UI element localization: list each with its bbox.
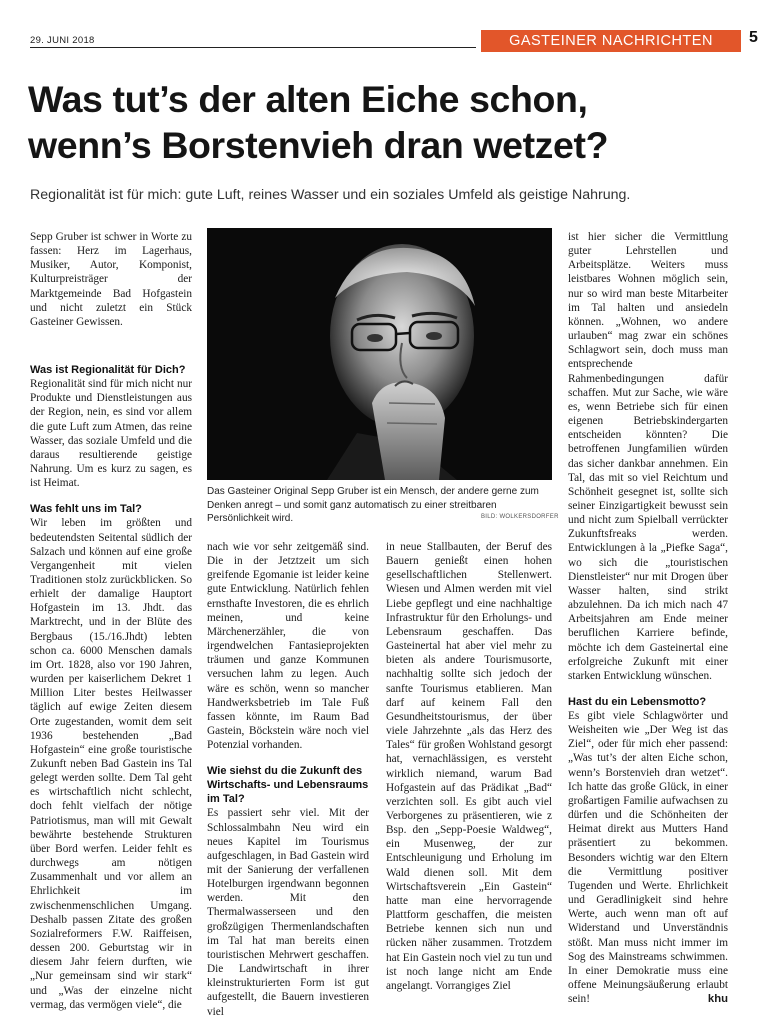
article-column-2 bbox=[207, 540, 369, 1018]
headline-line-2: wenn’s Borstenvieh dran wetzet? bbox=[28, 124, 609, 166]
answer-future-part-1: Es passiert sehr viel. Mit der Schlossalmbahn Neu wird ein neues Kapitel im Tourismus aufgeschlagen, in Bad Gastein wird mit der Sanierung der verfallenen Hotelburgen irgendwann begonnen werden. Mit den Thermalwasserseen und den großzügigen Thermenlandschaften im Tal hat man bereits einen touristischen Mehrwert geschaffen. Die Landwirtschaft in ihrer kleinstrukturierten Form ist gut aufgestellt, die Bauern investieren viel bbox=[207, 807, 369, 1018]
photo-caption: Das Gasteiner Original Sepp Gruber ist ein Mensch, der andere gerne zum Denken anregt – und somit ganz automatisch zu einer streitbaren Persönlichkeit wird. bbox=[207, 486, 539, 524]
article-column-4 bbox=[568, 230, 728, 1005]
section-banner: GASTEINER NACHRICHTEN bbox=[481, 30, 741, 52]
answer-regionality: Regionalität sind für mich nicht nur Produkte und Dienstleistungen aus der Region, nein, es sind vor allem die gute Luft zum Atmen, das reine Wasser, das soziale Umfeld und die daraus resultierende geistige Nahrung. Um es kurz zu sagen, es ist Heimat. bbox=[30, 378, 192, 490]
page-header bbox=[30, 29, 758, 52]
spacer bbox=[30, 490, 192, 502]
article-column-3 bbox=[386, 540, 552, 1005]
photo-credit: BILD: WOLKERSDORFER bbox=[481, 514, 559, 520]
answer-motto bbox=[568, 709, 728, 1006]
question-future: Wie siehst du die Zukunft des Wirtschafts- und Lebensraums im Tal? bbox=[207, 765, 369, 806]
issue-date: 29. JUNI 2018 bbox=[30, 35, 95, 46]
article-column-1 bbox=[30, 230, 192, 1011]
question-motto: Hast du ein Lebensmotto? bbox=[568, 696, 707, 708]
answer-motto-text: Es gibt viele Schlagwörter und Weisheiten wie „Der Weg ist das Ziel“, oder für mich eher passend: „Was tut’s der alten Eiche schon, wenn’s Borstenvieh dran wetzet“. Ich hatte das große Glück, in einer großartigen Familie aufwachsen zu dürfen und die Schönheiten der Heimat direkt aus Mutters Hand präsentiert zu bekommen. Besonders wichtig war den Eltern die Vermittlung positiver Tugenden und Werte. Ehrlichkeit und Geradlinigkeit sind hehre Werte, auch wenn man oft auf Widerstand und Unverständnis stößt. Man muss nicht immer im Sog des Mainstreams schwimmen. In einer Demokratie muss eine offene Meinungsäußerung erlaubt sein! bbox=[568, 710, 728, 1006]
answer-missing-part-1: Wir leben im größten und bedeutendsten Seitental südlich der Salzach und können auf eine große Vergangenheit mit vielen Traditionen stolz zurückblicken. So erhielt der damalige Hauptort Hofgastein im 13. Jhdt. das Marktrecht, und in der Blüte des Bergbaus (15./16.Jhdt) lebten schon ca. 6000 Menschen damals im Ort. 1828, also vor 190 Jahren, wurden per kaiserlichem Dekret 1 Million Liter bestes Heilwasser täglich auf ewige Zeiten diesem Orte zugestanden, womit dem seit 1936 bestehenden „Bad Hofgastein“ eine große touristische Zukunft neben Bad Gastein ins Tal gelegt werden sollte. Dem Tal geht es wirtschaftlich nicht schlecht, doch fehlt vielfach der nötige Patriotismus, man will mit Gewalt bewährte bestehende Strukturen über Bord werfen. Leider fehlt es durchwegs am nötigen Zusammenhalt und vor allem an Ehrlichkeit im zwischenmenschlichen Umgang. Deshalb passen Zitate des großen Sozialreformers F.W. Raiffeisen, dessen 200. Geburtstag wir in diesem Jahr feiern durften, wie „Nur gemeinsam sind wir stark“ und „Was der einzelne nicht vermag, das vermögen viele“, die bbox=[30, 517, 192, 1011]
spacer bbox=[207, 752, 369, 764]
intro-paragraph: Sepp Gruber ist schwer in Worte zu fassen: Herz im Lagerhaus, Musiker, Autor, Komponist, Kulturpreisträger der Marktgemeinde Bad Hofgastein und nicht zuletzt ein Stück Gasteiner Gewissen. bbox=[30, 231, 192, 328]
header-rule bbox=[30, 47, 476, 48]
subheadline: Regionalität ist für mich: gute Luft, reines Wasser und ein soziales Umfeld als geistige Nahrung. bbox=[30, 187, 631, 203]
answer-missing-part-2: nach wie vor sehr zeitgemäß sind. Die in der Jetztzeit um sich greifende Egomanie ist leider keine gute Entwicklung. Natürlich fehlen ernsthafte Investoren, die es ehrlich meinen, und keine Märchenerzähler, die von irgendwelchen Fantasieprojekten träumen und ganze Kommunen versuchen lahm zu legen. Auch wäre es schön, wenn so mancher Handwerksbetrieb im Tale Fuß fassen könnte, im Raum Bad Gastein, Böckstein wäre noch viel Potenzial vorhanden. bbox=[207, 541, 369, 752]
question-regionality: Was ist Regionalität für Dich? bbox=[30, 364, 186, 377]
spacer bbox=[30, 329, 192, 363]
portrait-image bbox=[207, 228, 552, 480]
portrait-photo bbox=[207, 228, 552, 480]
answer-future-part-2: in neue Stallbauten, der Beruf des Bauern genießt einen hohen gesellschaftlichen Stellenwert. Wiesen und Almen werden mit viel Liebe gepflegt und eine nachhaltige Infrastruktur für den Erholungs- und Lebensraum geschaffen. Das Gasteinertal hat aber viel mehr zu bieten als andere Tourismusorte, nachhaltig sollte sich jedoch der sanfte Tourismus etablieren. Man darf auf keinem Fall den Gesundheitstourismus, der über viele Jahrzehnte „als das Herz des Tales“ für großen Wohlstand gesorgt hat, vernachlässigen, es versteht wirklich niemand, warum Bad Hofgastein auf das Prädikat „Bad“ verzichten soll. Es gibt auch viel Verborgenes zu präsentieren, wie z Bsp. den „Sepp-Poesie Waldweg“, ein Musenweg, der zur Entschleunigung und Erholung im Wald dienen soll. Mit dem Wirtschaftsverein „Ein Gastein“ hatte man eine hervorragende Plattform geschaffen, die meisten Betriebe kennen sich nun und rücken näher zusammen. Trotzdem hat Ein Gastein noch viel zu tun und ist noch lange nicht am Ende angelangt. Vorrangiges Ziel bbox=[386, 541, 552, 992]
author-signature: khu bbox=[707, 993, 728, 1006]
spacer bbox=[568, 683, 728, 695]
answer-future-part-3: ist hier sicher die Vermittlung guter Lehrstellen und Arbeitsplätze. Weiters muss leistbares Wohnen möglich sein, nur so wird man beste Mitarbeiter im Tal halten und ansiedeln können. „Wohnen, wo andere urlauben“ mag zwar ein schönes Schlagwort sein, doch muss man entsprechende Rahmenbedingungen dafür schaffen. Mut zur Sache, wie wäre es, wenn Betriebe sich für einen eigenen Betriebskindergarten entscheiden könnten? Die betroffenen Jungfamilien würden das sicher dankbar annehmen. Ein Tal, das mit so viel Reichtum und Schönheit gesegnet ist, sollte sich seiner Einzigartigkeit bewusst sein und nicht zum Spielball verrückter Zukunftsfreaks werden. Entwicklungen à la „Piefke Saga“, wo sich die „touristischen Dienstleister“ nur mit Drogen über Wasser halten, sind strikt abzulehnen. Da ich mich nach 47 Arbeitsjahren am Ende meiner beruflichen Karriere befinde, möchte ich dem Gasteinertal eine erfolgreiche Zukunft mit einer starken Entwicklung wünschen. bbox=[568, 231, 728, 682]
headline-line-1: Was tut’s der alten Eiche schon, bbox=[28, 78, 588, 120]
question-missing: Was fehlt uns im Tal? bbox=[30, 503, 142, 516]
page-number: 5 bbox=[749, 29, 758, 46]
headline bbox=[28, 76, 738, 168]
